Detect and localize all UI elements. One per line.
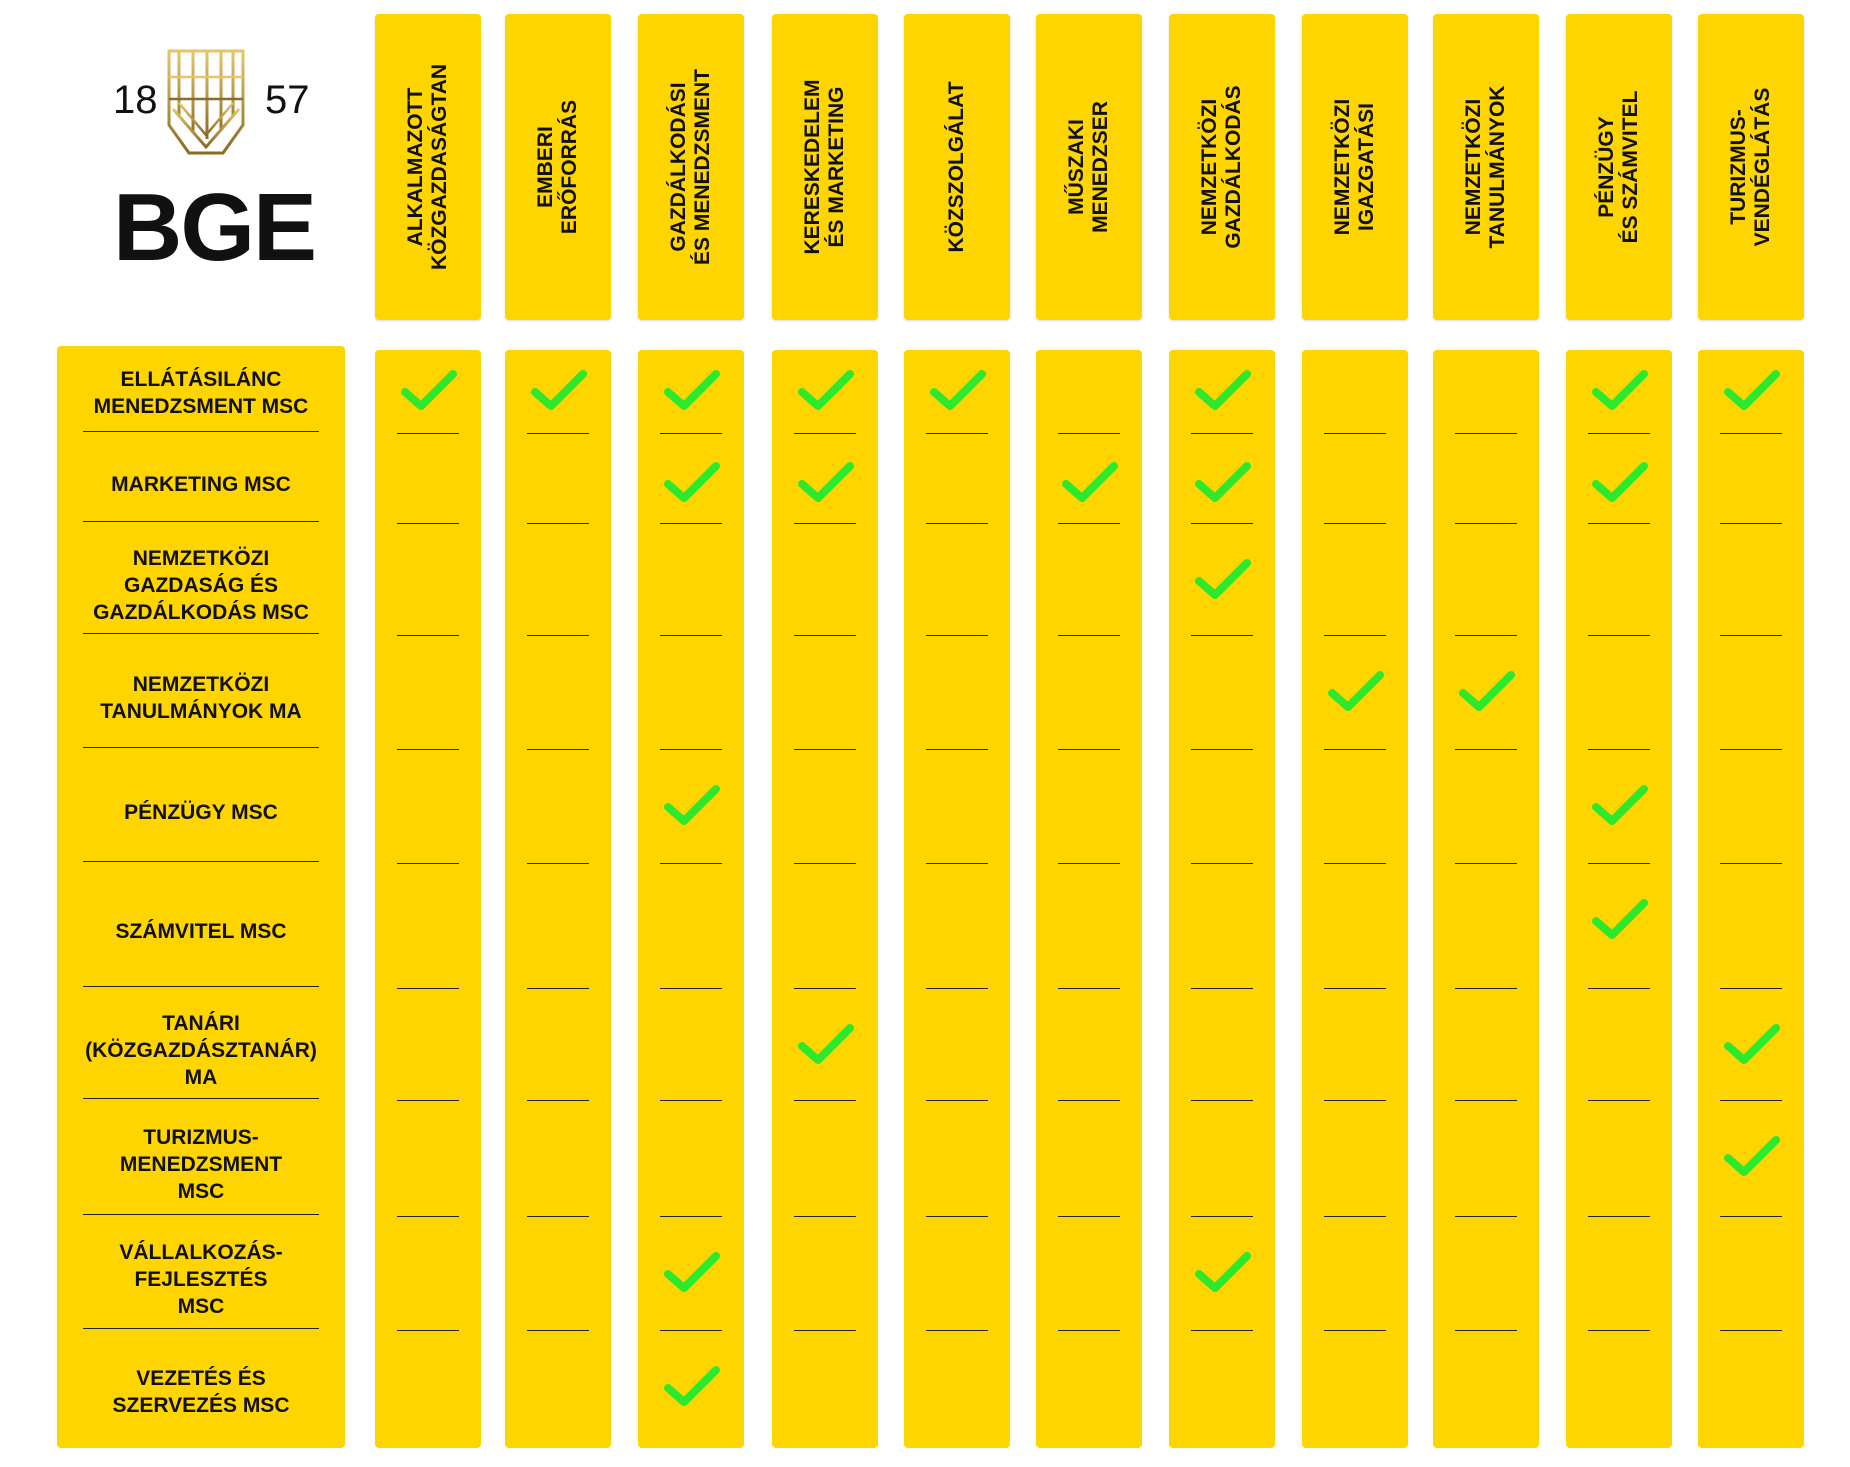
row-label: [57, 641, 345, 755]
check-icon: [928, 368, 988, 414]
row-label: [57, 1222, 345, 1336]
column-header-text: [945, 81, 969, 252]
check-icon: [662, 460, 722, 506]
cell-divider: [660, 1330, 722, 1331]
row-divider: [83, 521, 319, 522]
column-header-line: KERESKEDELEM: [801, 79, 824, 255]
logo-year-left: 18: [113, 78, 158, 122]
cell-divider: [1191, 523, 1253, 524]
column-header-text: [1595, 91, 1643, 244]
cell-divider: [397, 863, 459, 864]
cell-divider: [527, 1216, 589, 1217]
column-header-line: NEMZETKÖZI: [1198, 98, 1221, 236]
cell-divider: [527, 523, 589, 524]
column-cells: [505, 350, 611, 1448]
cell-divider: [1058, 1100, 1120, 1101]
row-label: [57, 346, 345, 439]
check-icon: [1193, 368, 1253, 414]
cell-divider: [1720, 863, 1782, 864]
cell-divider: [660, 749, 722, 750]
cell-divider: [527, 863, 589, 864]
cell-divider: [660, 1100, 722, 1101]
check-icon: [1060, 460, 1120, 506]
cell-divider: [1191, 749, 1253, 750]
cell-divider: [1588, 523, 1650, 524]
cell-divider: [926, 863, 988, 864]
column-header-line: KÖZGAZDASÁGTAN: [428, 63, 451, 271]
column-header-text: [534, 100, 582, 234]
column-header-line: TURIZMUS-: [1727, 109, 1750, 225]
check-icon: [796, 1022, 856, 1068]
column-header: [638, 14, 744, 320]
cell-divider: [794, 523, 856, 524]
column-header-line: ERŐFORRÁS: [558, 99, 581, 235]
row-labels-panel: [57, 346, 345, 1448]
cell-divider: [1324, 988, 1386, 989]
column-header: [772, 14, 878, 320]
cell-divider: [926, 1216, 988, 1217]
cell-divider: [794, 1216, 856, 1217]
cell-divider: [1058, 433, 1120, 434]
row-divider: [83, 986, 319, 987]
column-cells: [1036, 350, 1142, 1448]
row-label-line: MENEDZSMENT MSC: [93, 394, 309, 418]
cell-divider: [1191, 1330, 1253, 1331]
check-icon: [796, 368, 856, 414]
column-header-line: TANULMÁNYOK: [1486, 85, 1509, 249]
column-header-line: KÖZSZOLGÁLAT: [945, 81, 968, 253]
column-header-line: GAZDÁLKODÁSI: [667, 82, 690, 252]
column-cells: [1302, 350, 1408, 1448]
row-label-line: VEZETÉS ÉS: [136, 1367, 266, 1390]
cell-divider: [1588, 988, 1650, 989]
check-icon: [1590, 783, 1650, 829]
row-divider: [83, 633, 319, 634]
column-header: [505, 14, 611, 320]
row-label: [57, 439, 345, 529]
cell-divider: [527, 635, 589, 636]
cell-divider: [527, 1100, 589, 1101]
column-header-text: [1331, 99, 1379, 236]
cell-divider: [397, 1216, 459, 1217]
cell-divider: [1324, 1330, 1386, 1331]
cell-divider: [794, 1100, 856, 1101]
check-icon: [1722, 1022, 1782, 1068]
check-icon: [662, 1250, 722, 1296]
row-divider: [83, 861, 319, 862]
cell-divider: [926, 635, 988, 636]
cell-divider: [1720, 1100, 1782, 1101]
cell-divider: [397, 988, 459, 989]
column-header-text: [1198, 85, 1246, 248]
cell-divider: [1588, 863, 1650, 864]
column-header-line: MENEDZSER: [1089, 101, 1112, 233]
cell-divider: [1324, 523, 1386, 524]
cell-divider: [1455, 1100, 1517, 1101]
check-icon: [1193, 1250, 1253, 1296]
row-label: [57, 1106, 345, 1222]
row-divider: [83, 1214, 319, 1215]
row-label: [57, 869, 345, 994]
cell-divider: [1588, 1216, 1650, 1217]
cell-divider: [1324, 1216, 1386, 1217]
column-header-line: VENDÉGLÁTÁS: [1751, 87, 1774, 247]
row-label-line: PÉNZÜGY MSC: [124, 800, 278, 824]
cell-divider: [660, 988, 722, 989]
bge-logo: [95, 40, 325, 280]
cell-divider: [1191, 863, 1253, 864]
row-divider: [83, 1098, 319, 1099]
row-label-line: NEMZETKÖZI: [132, 546, 270, 570]
column-header: [375, 14, 481, 320]
cell-divider: [1455, 1216, 1517, 1217]
row-label-line: GAZDÁLKODÁS MSC: [93, 600, 309, 624]
cell-divider: [660, 863, 722, 864]
cell-divider: [1324, 749, 1386, 750]
cell-divider: [1324, 635, 1386, 636]
cell-divider: [397, 1100, 459, 1101]
cell-divider: [1324, 863, 1386, 864]
cell-divider: [1455, 433, 1517, 434]
row-label-line: SZERVEZÉS MSC: [112, 1394, 290, 1417]
row-label-line: TURIZMUS-: [143, 1125, 259, 1149]
cell-divider: [1455, 1330, 1517, 1331]
cell-divider: [1455, 988, 1517, 989]
column-header: [904, 14, 1010, 320]
cell-divider: [1455, 749, 1517, 750]
row-label-line: (KÖZGAZDÁSZTANÁR): [85, 1038, 317, 1062]
cell-divider: [1058, 988, 1120, 989]
cell-divider: [1720, 988, 1782, 989]
column-header-text: [1727, 88, 1775, 247]
column-header-line: IGAZGATÁSI: [1355, 103, 1378, 231]
cell-divider: [1058, 863, 1120, 864]
column-header-line: NEMZETKÖZI: [1331, 98, 1354, 236]
cell-divider: [1058, 1330, 1120, 1331]
cell-divider: [1720, 433, 1782, 434]
column-cells: [375, 350, 481, 1448]
column-header-line: ALKALMAZOTT: [404, 87, 427, 247]
cell-divider: [527, 1330, 589, 1331]
column-header-line: PÉNZÜGY: [1595, 116, 1618, 218]
row-label-line: MENEDZSMENT: [119, 1152, 283, 1176]
row-divider: [83, 431, 319, 432]
cell-divider: [1588, 635, 1650, 636]
cell-divider: [1191, 1216, 1253, 1217]
column-header-line: ÉS SZÁMVITEL: [1619, 90, 1642, 244]
cell-divider: [926, 749, 988, 750]
cell-divider: [660, 523, 722, 524]
cell-divider: [1588, 1330, 1650, 1331]
check-icon: [1193, 557, 1253, 603]
cell-divider: [794, 635, 856, 636]
cell-divider: [926, 433, 988, 434]
column-header-line: ÉS MARKETING: [825, 86, 848, 248]
cell-divider: [794, 1330, 856, 1331]
cell-divider: [527, 433, 589, 434]
cell-divider: [1324, 1100, 1386, 1101]
check-icon: [1590, 368, 1650, 414]
row-label: [57, 755, 345, 869]
row-label-line: ELLÁTÁSILÁNC: [120, 367, 282, 391]
row-label-line: TANÁRI: [162, 1011, 240, 1035]
cell-divider: [1588, 433, 1650, 434]
cell-divider: [660, 1216, 722, 1217]
cell-divider: [1058, 749, 1120, 750]
cell-divider: [1191, 988, 1253, 989]
cell-divider: [660, 433, 722, 434]
cell-divider: [397, 635, 459, 636]
cell-divider: [1058, 523, 1120, 524]
cell-divider: [397, 523, 459, 524]
logo-brand: BGE: [113, 174, 316, 281]
row-label-line: NEMZETKÖZI: [132, 673, 270, 696]
row-label-line: GAZDASÁG ÉS: [123, 573, 278, 597]
row-label: [57, 994, 345, 1106]
column-header-line: NEMZETKÖZI: [1462, 98, 1485, 236]
cell-divider: [794, 863, 856, 864]
cell-divider: [397, 433, 459, 434]
check-icon: [1590, 460, 1650, 506]
cell-divider: [1720, 749, 1782, 750]
column-header: [1698, 14, 1804, 320]
check-icon: [1722, 1134, 1782, 1180]
check-icon: [1326, 669, 1386, 715]
column-header-line: EMBERI: [534, 126, 557, 208]
logo-year-right: 57: [265, 78, 310, 122]
row-label-line: MA: [184, 1065, 218, 1089]
row-divider: [83, 747, 319, 748]
check-icon: [529, 368, 589, 414]
cell-divider: [794, 988, 856, 989]
column-header-text: [1462, 86, 1510, 249]
check-icon: [662, 368, 722, 414]
cell-divider: [1720, 1330, 1782, 1331]
cell-divider: [1588, 749, 1650, 750]
column-header: [1036, 14, 1142, 320]
cell-divider: [1191, 635, 1253, 636]
row-label-line: MSC: [177, 1294, 225, 1318]
row-label: [57, 1336, 345, 1448]
cell-divider: [527, 988, 589, 989]
column-header-text: [801, 79, 849, 254]
cell-divider: [1455, 635, 1517, 636]
column-header-text: [667, 69, 715, 265]
check-icon: [1590, 897, 1650, 943]
check-icon: [796, 460, 856, 506]
cell-divider: [1058, 635, 1120, 636]
cell-divider: [794, 749, 856, 750]
column-cells: [1698, 350, 1804, 1448]
cell-divider: [1720, 1216, 1782, 1217]
bge-emblem-icon: [165, 47, 247, 159]
row-label-line: SZÁMVITEL MSC: [115, 920, 287, 943]
column-cells: [772, 350, 878, 1448]
cell-divider: [397, 749, 459, 750]
cell-divider: [926, 1330, 988, 1331]
cell-divider: [660, 635, 722, 636]
check-icon: [1457, 669, 1517, 715]
check-icon: [1722, 368, 1782, 414]
cell-divider: [926, 1100, 988, 1101]
column-header-line: GAZDÁLKODÁS: [1222, 85, 1245, 249]
row-label-line: MARKETING MSC: [111, 472, 291, 496]
row-label: [57, 529, 345, 641]
column-header: [1566, 14, 1672, 320]
row-label-line: MSC: [177, 1179, 225, 1203]
check-icon: [1193, 460, 1253, 506]
column-cells: [1433, 350, 1539, 1448]
cell-divider: [1720, 635, 1782, 636]
cell-divider: [926, 988, 988, 989]
check-icon: [662, 783, 722, 829]
cell-divider: [527, 749, 589, 750]
column-header-line: MŰSZAKI: [1065, 119, 1088, 215]
cell-divider: [1455, 523, 1517, 524]
cell-divider: [1191, 433, 1253, 434]
column-header: [1302, 14, 1408, 320]
cell-divider: [1058, 1216, 1120, 1217]
row-divider: [83, 1328, 319, 1329]
column-header-text: [404, 64, 452, 270]
cell-divider: [1455, 863, 1517, 864]
cell-divider: [926, 523, 988, 524]
check-icon: [662, 1364, 722, 1410]
column-header: [1433, 14, 1539, 320]
cell-divider: [794, 433, 856, 434]
column-header-text: [1065, 101, 1113, 233]
row-label-line: FEJLESZTÉS: [134, 1267, 268, 1291]
column-header: [1169, 14, 1275, 320]
row-label-line: TANULMÁNYOK MA: [100, 700, 302, 723]
cell-divider: [1324, 433, 1386, 434]
column-cells: [904, 350, 1010, 1448]
cell-divider: [1588, 1100, 1650, 1101]
column-header-line: ÉS MENEDZSMENT: [691, 68, 714, 266]
cell-divider: [397, 1330, 459, 1331]
cell-divider: [1191, 1100, 1253, 1101]
cell-divider: [1720, 523, 1782, 524]
check-icon: [399, 368, 459, 414]
row-label-line: VÁLLALKOZÁS-: [119, 1240, 283, 1264]
